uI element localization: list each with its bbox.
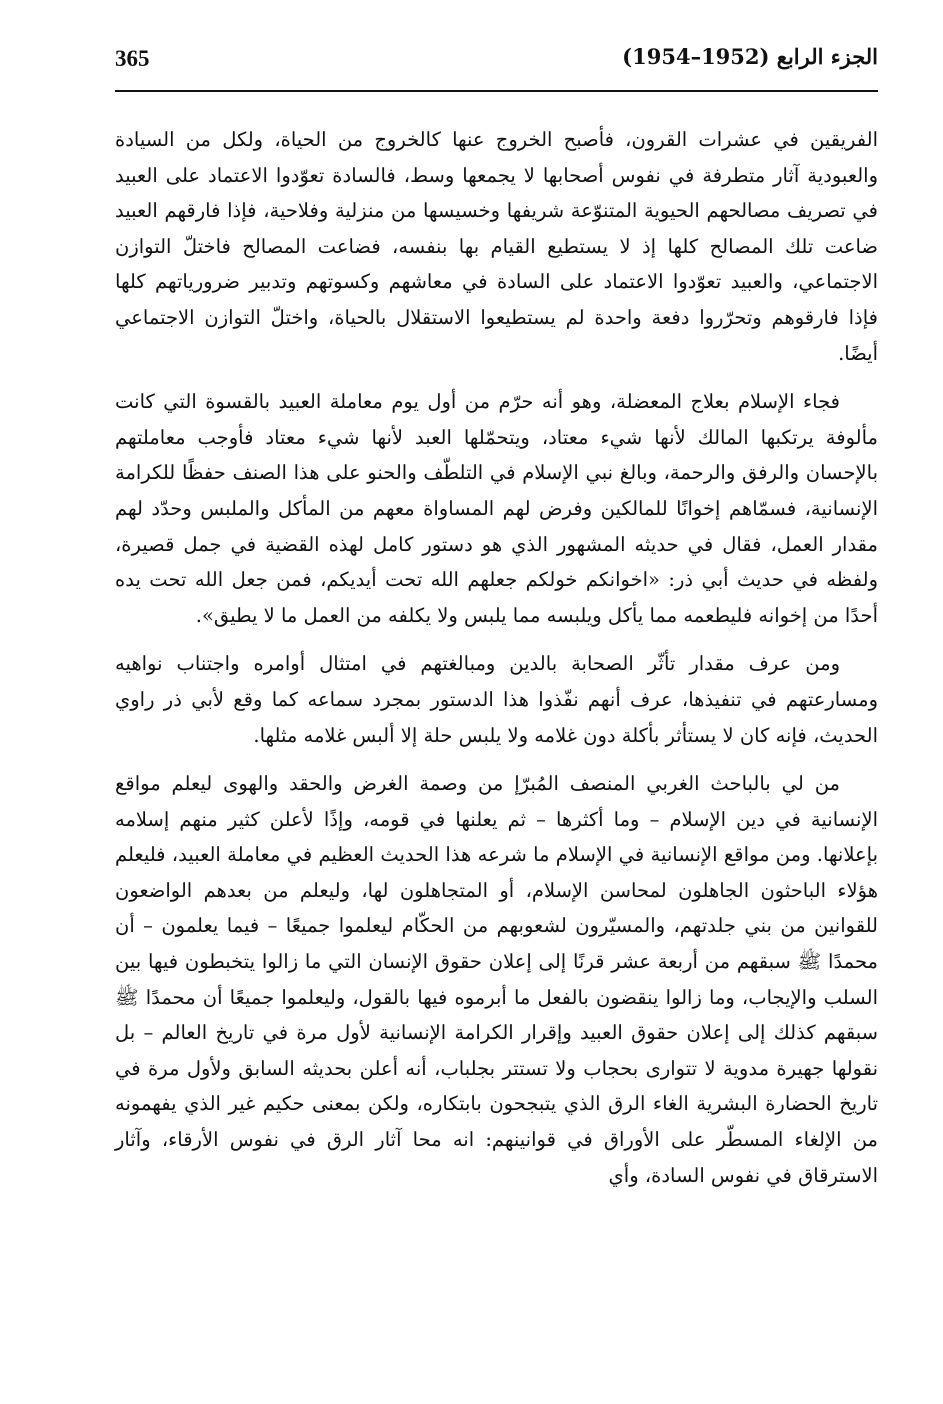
page-header	[115, 40, 878, 92]
paragraph: ومن عرف مقدار تأثّر الصحابة بالدين ومبالغتهم في امتثال أوامره واجتناب نواهيه ومسارعتهم في تنفيذها، عرف أنهم نفّذوا هذا الدستور بمجرد سماعه كما وقع لأبي ذر راوي الحديث، فإنه كان لا يستأثر بأكلة دون غلامه ولا يلبس حلة إلا ألبس غلامه مثلها.	[115, 652, 878, 747]
paragraph: الفريقين في عشرات القرون، فأصبح الخروج عنها كالخروج من الحياة، ولكل من السيادة والعبودية آثار متطرفة في نفوس أصحابها لا يجمعها وسط، فالسادة تعوّدوا الاعتماد على العبيد في تصريف مصالحهم الحيوية المتنوّعة شريفها وخسيسها من منزلية وفلاحية، فإذا فارقهم العبيد ضاعت تلك المصالح كلها إذ لا يستطيع القيام بها بنفسه، فضاعت المصالح فاختلّ التوازن الاجتماعي، والعبيد تعوّدوا الاعتماد على السادة في معاشهم وكسوتهم وتدبير ضرورياتهم كلها فإذا فارقوهم وتحرّروا دفعة واحدة لم يستطيعوا الاستقلال بالحياة، واختلّ التوازن الاجتماعي أيضًا.	[115, 128, 878, 365]
page-number: 365	[115, 46, 150, 71]
running-title: الجزء الرابع (1952–1954)	[622, 44, 878, 69]
paragraph: فجاء الإسلام بعلاج المعضلة، وهو أنه حرّم من أول يوم معاملة العبيد بالقسوة التي كانت مألوفة يرتكبها المالك لأنها شيء معتاد، ويتحمّلها العبد لأنها شيء معتاد فأوجب معاملتهم بالإحسان والرفق والرحمة، وبالغ نبي الإسلام في التلطّف والحنو على هذا الصنف حفظًا للكرامة الإنسانية، فسمّاهم إخوانًا للمالكين وفرض لهم المساواة معهم من المأكل والملبس وحدّد لهم مقدار العمل، فقال في حديثه المشهور الذي هو دستور كامل لهذه القضية في جمل قصيرة، ولفظه في حديث أبي ذر: «اخوانكم خولكم جعلهم الله تحت أيديكم، فمن جعل الله تحت يده أحدًا من إخوانه فليطعمه مما يأكل ويلبسه مما يلبس ولا يكلفه من العمل ما لا يطيق».	[115, 390, 878, 627]
body-text	[115, 122, 878, 1193]
paragraph: من لي بالباحث الغربي المنصف المُبرّإ من وصمة الغرض والحقد والهوى ليعلم مواقع الإنسانية في دين الإسلام – وما أكثرها – ثم يعلنها في قومه، وإذًا لأعلن كثير منهم إسلامه بإعلانها. ومن مواقع الإنسانية في الإسلام ما شرعه هذا الحديث العظيم في معاملة العبيد، فليعلم هؤلاء الباحثون الجاهلون لمحاسن الإسلام، أو المتجاهلون لها، وليعلم من بعدهم الواضعون للقوانين من بني جلدتهم، والمسيّرون لشعوبهم من الحكّام ليعلموا جميعًا – فيما يعلمون – أن محمدًا ﷺ سبقهم من أربعة عشر قرنًا إلى إعلان حقوق الإنسان التي ما زالوا يتخبطون فيها بين السلب والإيجاب، وما زالوا ينقضون بالفعل ما أبرموه فيها بالقول، وليعلموا جميعًا أن محمدًا ﷺ سبقهم كذلك إلى إعلان حقوق العبيد وإقرار الكرامة الإنسانية لأول مرة في تاريخ العالم – بل نقولها جهيرة مدوية لا تتوارى بحجاب ولا تستتر بجلباب، أنه أعلن بحديثه السابق ولأول مرة في تاريخ الحضارة البشرية الغاء الرق الذي يتبجحون بابتكاره، ولكن بمعنى حكيم غير الذي يفهمونه من الإلغاء المسطّر على الأوراق في قوانينهم: انه محا آثار الرق في نفوس الأرقاء، وآثار الاسترقاق في نفوس السادة، وأي	[115, 772, 879, 1187]
